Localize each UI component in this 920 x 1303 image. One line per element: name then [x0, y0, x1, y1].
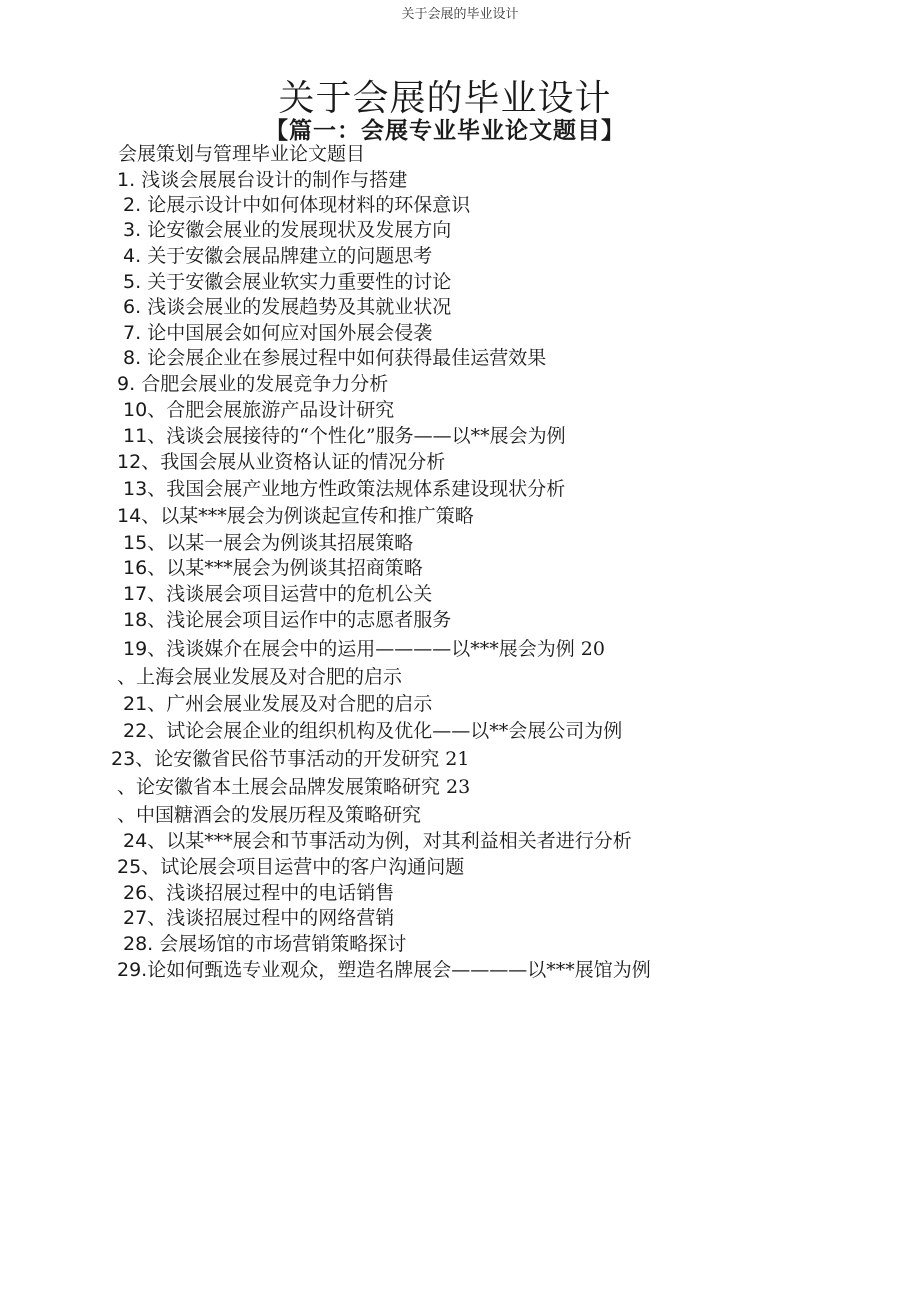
list-item: 4. 关于安徽会展品牌建立的问题思考 — [123, 245, 433, 267]
list-item: 3. 论安徽会展业的发展现状及发展方向 — [123, 219, 452, 241]
running-header: 关于会展的毕业设计 — [401, 7, 519, 22]
list-item: 13、我国会展产业地方性政策法规体系建设现状分析 — [123, 478, 566, 500]
intro-line: 会展策划与管理毕业论文题目 — [118, 143, 366, 165]
list-item: 10、合肥会展旅游产品设计研究 — [123, 399, 395, 421]
list-item: 22、试论会展企业的组织机构及优化——以**会展公司为例 — [123, 720, 623, 742]
list-item: 14、以某***展会为例谈起宣传和推广策略 — [117, 505, 474, 527]
list-item: 8. 论会展企业在参展过程中如何获得最佳运营效果 — [123, 347, 547, 369]
list-item: 17、浅谈展会项目运营中的危机公关 — [123, 583, 433, 605]
list-item: 15、以某一展会为例谈其招展策略 — [123, 532, 414, 554]
list-item: 26、浅谈招展过程中的电话销售 — [123, 882, 395, 904]
list-item: 16、以某***展会为例谈其招商策略 — [123, 557, 423, 579]
list-item: 11、浅谈会展接待的“个性化”服务——以**展会为例 — [123, 425, 566, 447]
list-item: 28. 会展场馆的市场营销策略探讨 — [123, 933, 407, 955]
list-item: 6. 浅谈会展业的发展趋势及其就业状况 — [123, 296, 452, 318]
list-item: 7. 论中国展会如何应对国外展会侵袭 — [123, 322, 433, 344]
list-item: 12、我国会展从业资格认证的情况分析 — [117, 451, 446, 473]
list-item: 24、以某***展会和节事活动为例，对其利益相关者进行分析 — [123, 830, 632, 852]
list-item: 27、浅谈招展过程中的网络营销 — [123, 907, 395, 929]
list-item: 、论安徽省本土展会品牌发展策略研究 23 — [117, 776, 471, 798]
list-item: 、中国糖酒会的发展历程及策略研究 — [117, 804, 422, 826]
list-item: 2. 论展示设计中如何体现材料的环保意识 — [123, 194, 471, 216]
list-item: 23、论安徽省民俗节事活动的开发研究 21 — [111, 748, 470, 770]
document-title: 关于会展的毕业设计 — [278, 78, 612, 119]
list-item: 5. 关于安徽会展业软实力重要性的讨论 — [123, 271, 452, 293]
list-item: 25、试论展会项目运营中的客户沟通问题 — [117, 856, 465, 878]
list-item: 、上海会展业发展及对合肥的启示 — [117, 666, 403, 688]
list-item: 18、浅论展会项目运作中的志愿者服务 — [123, 609, 452, 631]
list-item: 9. 合肥会展业的发展竞争力分析 — [117, 373, 389, 395]
list-item: 1. 浅谈会展展台设计的制作与搭建 — [117, 169, 408, 191]
list-item: 19、浅谈媒介在展会中的运用————以***展会为例 20 — [123, 638, 605, 660]
list-item: 21、广州会展业发展及对合肥的启示 — [123, 693, 433, 715]
section-heading: 【篇一：会展专业毕业论文题目】 — [265, 117, 625, 144]
list-item: 29.论如何甄选专业观众，塑造名牌展会————以***展馆为例 — [117, 959, 651, 981]
